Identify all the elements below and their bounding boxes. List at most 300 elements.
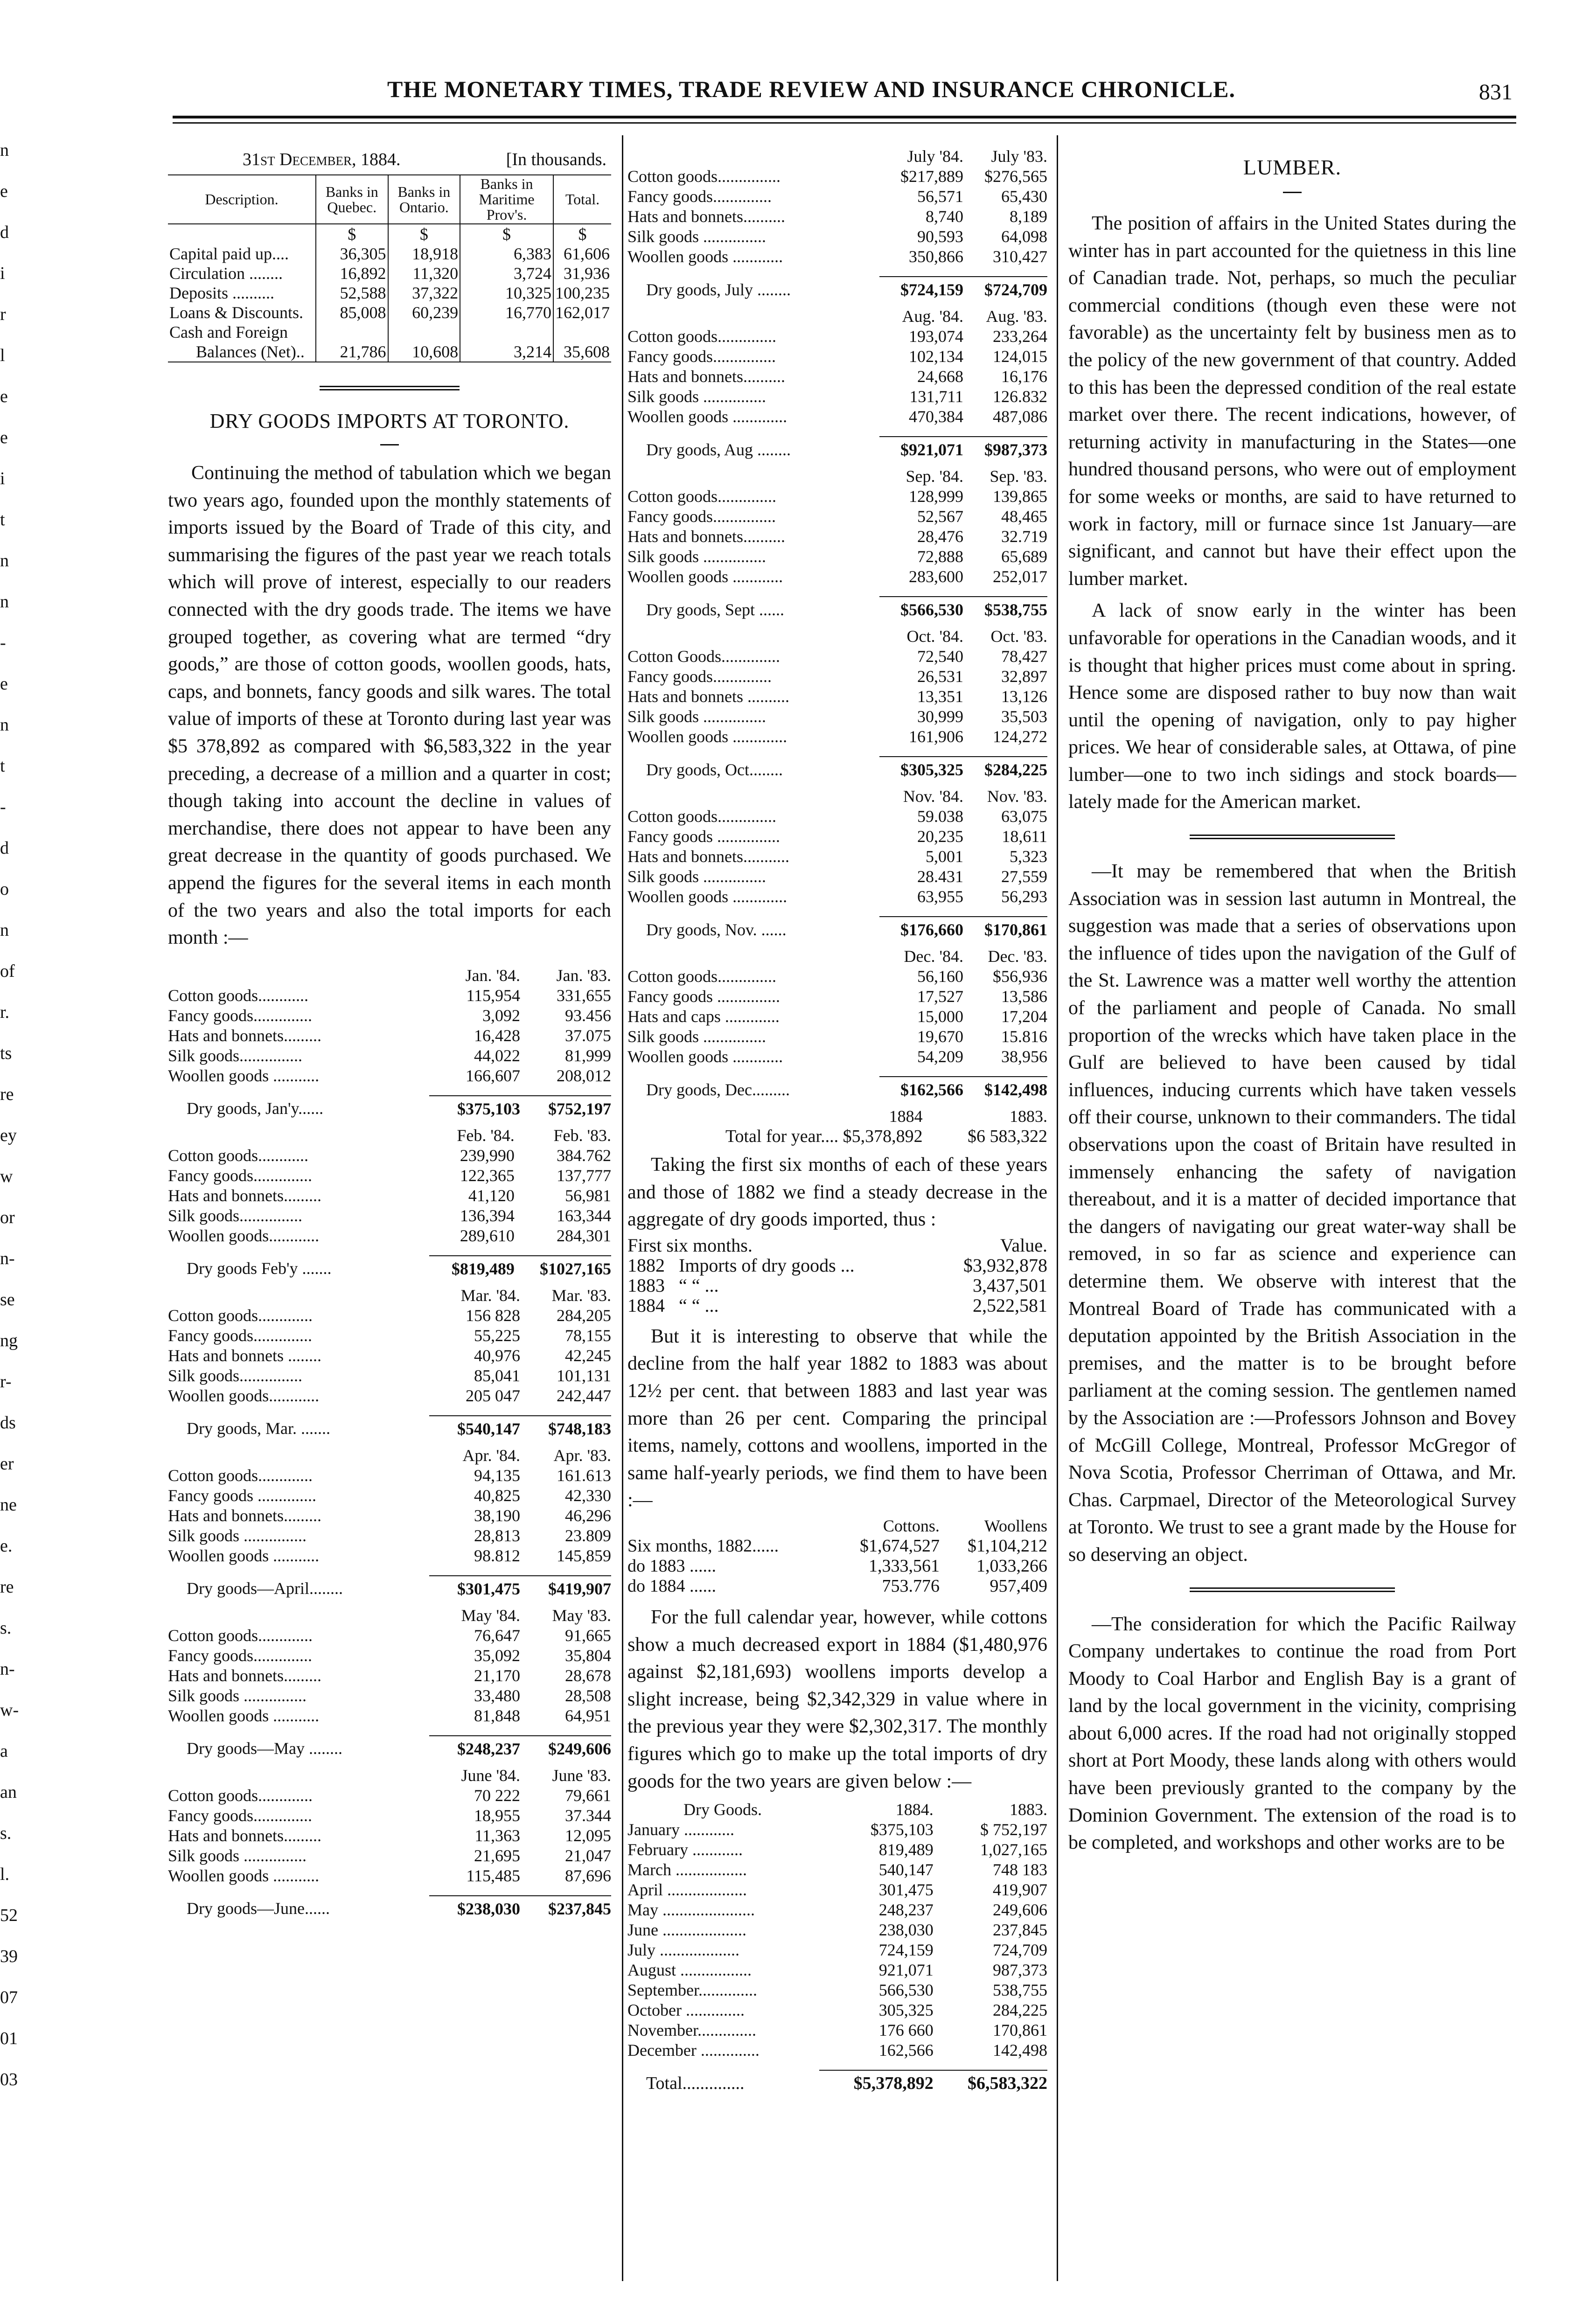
bank-row-label: Cash and Foreign [169, 323, 288, 341]
month-header-row [168, 1286, 611, 1306]
six-months-desc: “ “ ... [679, 1274, 719, 1296]
value-1884: 193,074 [909, 327, 963, 346]
value-1883: $56,936 [993, 967, 1047, 986]
month-total-row [627, 757, 1047, 780]
value-1883: 81,999 [565, 1046, 611, 1065]
margin-fragment: l. [0, 1865, 10, 1884]
value-1884: 350,866 [909, 247, 963, 266]
month-total-1883: $748,183 [520, 1416, 611, 1439]
value-1884: 56,160 [917, 967, 963, 986]
bank-value-cell: 162,017 [553, 303, 611, 322]
heading-dash [1283, 192, 1302, 193]
item-label: Cotton goods.............. [627, 487, 777, 506]
lumber-heading: LUMBER. [1243, 155, 1342, 179]
month-total-label: Dry goods, Oct........ [646, 760, 783, 779]
month-total-1884: $819,489 [429, 1256, 515, 1279]
calendar-year-paragraph: For the full calendar year, however, while cottons show a much decreased export in 1884 ($1,480,976 against $2,181,693) woollens imports develop a slight increase, being $2,342,329 in value where in the previous year they were $2,302,317. The monthly figures which go to make up the total imports of dry goods for the two years are given below :— [627, 1606, 1047, 1792]
summary-total-value: $5,378,892 [819, 2070, 933, 2094]
value-1883: 37.344 [565, 1806, 611, 1825]
month-item-row [627, 547, 1047, 567]
dry-goods-heading: DRY GOODS IMPORTS AT TORONTO. [209, 410, 570, 432]
value-1884: 81,848 [474, 1706, 520, 1725]
item-label: Fancy goods.............. [168, 1166, 312, 1185]
month-item-row [168, 1386, 611, 1406]
summary-header-1883: 1883. [1010, 1800, 1047, 1819]
item-label: Silk goods ............... [168, 1686, 307, 1705]
month-header-1884: May '84. [461, 1606, 520, 1625]
summary-value: 142,498 [993, 2041, 1047, 2060]
month-item-row [627, 1007, 1047, 1027]
month-total-label: Dry goods—May ........ [187, 1739, 342, 1758]
year-total-label: Total for year.... $5,378,892 [725, 1127, 923, 1146]
month-item-row [627, 707, 1047, 727]
item-label: Hats and bonnets......... [168, 1026, 321, 1045]
bank-value-cell [460, 322, 553, 342]
month-item-row [168, 1006, 611, 1026]
value-1884: 17,527 [917, 987, 963, 1006]
margin-fragment: e [0, 674, 8, 694]
cw-value: 1,333,561 [868, 1556, 940, 1576]
value-1883: 79,661 [565, 1786, 611, 1805]
value-1884: 28,476 [917, 527, 963, 546]
item-label: Hats and caps ............. [627, 1007, 780, 1026]
item-label: Cotton goods............. [168, 1626, 313, 1645]
month-header-row [627, 306, 1047, 327]
month-item-row [168, 1046, 611, 1066]
margin-fragment: i [0, 469, 5, 488]
value-1884: 19,670 [917, 1027, 963, 1046]
column-middle [627, 140, 1047, 2094]
item-label: Cotton goods............ [168, 1146, 309, 1165]
six-months-row [627, 1275, 1047, 1295]
margin-fragment: a [0, 1741, 8, 1761]
value-1884: 21,695 [474, 1846, 520, 1865]
month-total-1884: $724,159 [879, 277, 963, 300]
value-1883: 32,897 [1001, 667, 1047, 686]
margin-fragment: e [0, 181, 8, 201]
summary-month: May ...................... [627, 1900, 755, 1920]
month-header-row [168, 966, 611, 986]
bank-units-row [168, 224, 611, 244]
bank-value-cell [316, 322, 388, 342]
month-total-row [627, 917, 1047, 940]
item-label: Hats and bonnets........... [627, 847, 789, 866]
margin-fragment: 01 [0, 2029, 18, 2048]
month-header-1884: Apr. '84. [462, 1446, 520, 1465]
bank-unit-cell: $ [316, 224, 388, 244]
value-1883: 87,696 [565, 1866, 611, 1885]
summary-value: 819,489 [878, 1840, 934, 1859]
six-months-desc: “ “ ... [679, 1294, 719, 1316]
margin-fragment: i [0, 264, 5, 283]
summary-row [627, 2000, 1047, 2020]
month-item-row [627, 667, 1047, 687]
month-header-1883: Aug. '83. [986, 307, 1047, 326]
summary-value: 249,606 [993, 1900, 1047, 1920]
summary-month: November.............. [627, 2021, 756, 2040]
cottons-woollens-row [627, 1556, 1047, 1576]
month-header-1884: Mar. '84. [460, 1286, 520, 1305]
bank-value-cell: 60,239 [388, 303, 460, 322]
month-total-1884: $566,530 [879, 597, 963, 620]
year-total-header-1883: 1883. [1010, 1107, 1047, 1126]
cw-value: 1,033,266 [976, 1556, 1047, 1576]
month-item-row [627, 367, 1047, 387]
month-total-1883: $284,225 [963, 757, 1047, 780]
cottons-header: Cottons. [883, 1516, 940, 1535]
month-header-1883: Feb. '83. [553, 1126, 611, 1145]
summary-month: August ................. [627, 1961, 752, 1980]
value-1883: 42,245 [565, 1346, 611, 1365]
summary-month: June .................... [627, 1920, 746, 1940]
value-1884: 76,647 [474, 1626, 520, 1645]
month-total-row [168, 1256, 611, 1279]
bank-col-total: Total. [553, 175, 611, 224]
value-1883: 13,586 [1001, 987, 1047, 1006]
month-item-row [168, 1506, 611, 1526]
value-1883: 310,427 [993, 247, 1047, 266]
tides-article [1068, 858, 1516, 1568]
month-total-row [627, 277, 1047, 300]
month-header-1884: Oct. '84. [906, 627, 963, 646]
header-rule-thick [173, 116, 1516, 118]
value-1883: 93.456 [565, 1006, 611, 1025]
item-label: Cotton goods.............. [627, 807, 777, 826]
month-item-row [627, 827, 1047, 847]
bank-value-cell: 37,322 [388, 283, 460, 303]
value-1883: 384.762 [557, 1146, 611, 1165]
value-1884: 63,955 [917, 887, 963, 906]
value-1884: 3,092 [482, 1006, 520, 1025]
margin-fragment: t [0, 510, 5, 529]
item-label: Fancy goods............... [627, 507, 776, 526]
value-1884: 289,610 [460, 1226, 515, 1245]
margin-fragment: se [0, 1290, 15, 1309]
summary-month: January ............ [627, 1820, 734, 1839]
item-label: Hats and bonnets.......... [627, 367, 785, 386]
bank-unit-cell: $ [460, 224, 553, 244]
six-months-year: 1884 [627, 1294, 665, 1316]
item-label: Cotton goods............. [168, 1466, 313, 1485]
value-1884: 35,092 [474, 1646, 520, 1665]
six-months-value: $3,932,878 [963, 1254, 1047, 1276]
margin-fragment: d [0, 223, 9, 242]
margin-fragment: - [0, 797, 6, 817]
margin-fragment: ne [0, 1495, 17, 1515]
margin-fragment: or [0, 1208, 15, 1227]
value-1884: 28,813 [474, 1526, 520, 1545]
value-1884: 18,955 [474, 1806, 520, 1825]
bank-value-cell: 21,786 [316, 342, 388, 362]
value-1884: 30,999 [917, 707, 963, 726]
bank-table-date: 31st December, 1884. [243, 150, 401, 169]
bank-statement-table [168, 174, 611, 362]
value-1883: 331,655 [557, 986, 611, 1005]
bank-value-cell: 11,320 [388, 264, 460, 283]
value-1884: 52,567 [917, 507, 963, 526]
item-label: Cotton goods............. [168, 1786, 313, 1805]
margin-fragment: n- [0, 1659, 15, 1679]
year-total-1883: $6 583,322 [968, 1127, 1047, 1146]
item-label: Hats and bonnets......... [168, 1826, 321, 1845]
value-1883: 8,189 [1010, 207, 1047, 226]
value-1883: 137,777 [557, 1166, 611, 1185]
value-1883: 12,095 [565, 1826, 611, 1845]
month-header-row [627, 626, 1047, 647]
month-item-row [627, 987, 1047, 1007]
pacific-paragraph: —The consideration for which the Pacific Railway Company undertakes to continue the road from Port Moody to Coal Harbor and English Bay is a grant of land by the local government in the vicinity, comprising about 6,000 acres. If the road had not originally stopped short at Port Moody, these lands along with others would have been previously granted to the company by the Dominion Government. The extension of the road is to be completed, and workshops and other works are to be [1068, 1613, 1516, 1854]
margin-fragment: of [0, 961, 15, 981]
month-total-1883: $987,373 [963, 437, 1047, 460]
margin-fragment: ds [0, 1413, 16, 1433]
margin-fragment: re [0, 1577, 14, 1597]
month-item-row [168, 1066, 611, 1086]
item-label: Cotton goods............. [168, 1306, 313, 1325]
cw-value: 753.776 [882, 1576, 940, 1596]
item-label: Silk goods ............... [627, 707, 767, 726]
bank-row-label: Deposits .......... [169, 284, 274, 302]
value-1883: 56,981 [565, 1186, 611, 1205]
month-item-row [168, 1346, 611, 1366]
column-right [1068, 140, 1516, 1857]
value-1883: 139,865 [993, 487, 1047, 506]
value-1883: 91,665 [565, 1626, 611, 1645]
value-1883: 17,204 [1001, 1007, 1047, 1026]
month-header-1884: Sep. '84. [906, 467, 963, 486]
value-1884: 8,740 [926, 207, 963, 226]
bank-col-ontario: Banks in Ontario. [388, 175, 460, 224]
six-months-desc: Imports of dry goods ... [679, 1254, 855, 1276]
bank-value-cell: 35,608 [553, 342, 611, 362]
month-item-row [168, 1206, 611, 1226]
item-label: Silk goods ............... [168, 1526, 307, 1545]
value-1883: $276,565 [984, 167, 1047, 186]
value-1883: 64,951 [565, 1706, 611, 1725]
item-label: Fancy goods.............. [168, 1806, 312, 1825]
month-item-row [627, 527, 1047, 547]
bank-col-maritime: Banks in Maritime Prov's. [460, 175, 553, 224]
margin-fragment: er [0, 1454, 14, 1474]
month-header-1883: Oct. '83. [990, 627, 1047, 646]
six-months-year: 1883 [627, 1274, 665, 1296]
bank-row-label: Circulation ........ [169, 264, 283, 283]
month-table [168, 1286, 611, 1439]
month-total-label: Dry goods Feb'y ....... [187, 1259, 332, 1278]
item-label: Woollen goods ............. [627, 727, 788, 746]
month-item-row [168, 1226, 611, 1246]
month-total-row [627, 597, 1047, 620]
value-1884: 26,531 [917, 667, 963, 686]
value-1884: 54,209 [917, 1047, 963, 1066]
month-item-row [168, 1166, 611, 1186]
bank-value-cell: 10,608 [388, 342, 460, 362]
month-item-row [168, 1366, 611, 1386]
month-header-1883: May '83. [552, 1606, 611, 1625]
value-1884: 166,607 [466, 1066, 520, 1085]
bank-value-cell: 3,214 [460, 342, 553, 362]
month-header-1884: July '84. [907, 147, 963, 166]
item-label: Woollen goods............ [168, 1386, 320, 1405]
bank-table-header-row [168, 175, 611, 224]
margin-fragment: ey [0, 1126, 17, 1145]
item-label: Cotton goods.............. [627, 327, 777, 346]
item-label: Silk goods............... [168, 1046, 303, 1065]
value-1883: 284,301 [557, 1226, 611, 1245]
month-item-row [627, 347, 1047, 367]
lumber-paragraph-1: The position of affairs in the United States during the winter has in part accounted for the quietness in this line of Canadian trade. Not, perhaps, so much the peculiar commercial conditions (though even these were not favorable) as the uncertainty felt by business men as to the policy of the new government of that country. Added to this has been the depressed condition of the real estate market over there. The recent indications, however, of returning activity in manufacturing in the States—one hundred thousand persons, who were out of employment for some weeks or months, are said to have returned to work in factory, mill or furnace since 1st January—are significant, and cannot but have their effect upon the lumber market. [1068, 213, 1516, 590]
value-1883: 15.816 [1001, 1027, 1047, 1046]
year-total-header-1884: 1884 [889, 1107, 923, 1126]
value-1884: 13,351 [917, 687, 963, 706]
item-label: Woollen goods ............ [627, 567, 783, 586]
margin-fragment: w- [0, 1700, 19, 1720]
margin-fragment: e. [0, 1536, 13, 1556]
six-months-table [627, 1235, 1047, 1315]
monthly-tables-jan-jun [168, 966, 611, 1919]
month-item-row [168, 1786, 611, 1806]
month-header-row [627, 146, 1047, 167]
value-1884: 131,711 [909, 387, 963, 406]
value-1883: 145,859 [557, 1546, 611, 1565]
month-total-1883: $419,907 [520, 1576, 611, 1599]
value-1883: 64,098 [1001, 227, 1047, 246]
bank-value-cell: 16,770 [460, 303, 553, 322]
value-1883: 48,465 [1001, 507, 1047, 526]
value-1884: $217,889 [900, 167, 963, 186]
bank-col-quebec: Banks in Quebec. [316, 175, 388, 224]
month-item-row [168, 1546, 611, 1566]
item-label: Woollen goods ............. [627, 887, 788, 906]
six-months-value: 2,522,581 [973, 1294, 1047, 1316]
month-item-row [168, 1526, 611, 1546]
month-item-row [627, 807, 1047, 827]
value-1883: 16,176 [1001, 367, 1047, 386]
month-total-1884: $540,147 [429, 1416, 520, 1439]
margin-fragment: n [0, 715, 9, 735]
value-1883: 56,293 [1001, 887, 1047, 906]
month-total-1883: $538,755 [963, 597, 1047, 620]
value-1884: 28.431 [917, 867, 963, 886]
month-header-1884: Jan. '84. [465, 966, 520, 985]
year-total-table [627, 1106, 1047, 1147]
summary-value: 748 183 [993, 1860, 1047, 1879]
margin-fragment: an [0, 1782, 17, 1802]
month-table [168, 1446, 611, 1599]
item-label: Cotton goods............... [627, 167, 781, 186]
summary-value: 301,475 [878, 1880, 934, 1900]
margin-fragment: s. [0, 1823, 12, 1843]
month-header-1884: Dec. '84. [904, 947, 963, 966]
decline-paragraph: But it is interesting to observe that while the decline from the half year 1882 to 1883 was about 12½ per cent. that between 1883 and last year was more than 26 per cent. Comparing the principal items, namely, cottons and woollens, imported in the same half-yearly periods, we find them to have been :— [627, 1325, 1047, 1511]
summary-row [627, 1860, 1047, 1880]
month-item-row [168, 1806, 611, 1826]
summary-value: 237,845 [993, 1920, 1047, 1940]
month-table [627, 146, 1047, 300]
adjacent-page-margin-fragments [0, 140, 19, 2286]
margin-fragment: - [0, 633, 6, 653]
month-item-row [627, 487, 1047, 507]
month-table [627, 626, 1047, 780]
item-label: Silk goods ............... [168, 1846, 307, 1865]
value-1883: 63,075 [1001, 807, 1047, 826]
month-table [168, 966, 611, 1119]
value-1884: 11,363 [474, 1826, 520, 1845]
month-total-label: Dry goods, Dec......... [646, 1080, 790, 1099]
item-label: Silk goods ............... [627, 387, 767, 406]
summary-header-label: Dry Goods. [683, 1800, 762, 1819]
calendar-year-text [627, 1604, 1047, 1795]
value-1883: 38,956 [1001, 1047, 1047, 1066]
month-header-1883: July '83. [991, 147, 1047, 166]
margin-fragment: r- [0, 1372, 12, 1392]
month-total-row [627, 437, 1047, 460]
summary-value: 538,755 [993, 1981, 1047, 2000]
bank-value-cell [388, 322, 460, 342]
month-item-row [627, 687, 1047, 707]
item-label: Hats and bonnets......... [168, 1666, 321, 1685]
value-1883: 78,427 [1001, 647, 1047, 666]
value-1884: 136,394 [460, 1206, 515, 1225]
item-label: Silk goods............... [168, 1206, 303, 1225]
item-label: Woollen goods ............. [627, 407, 788, 426]
value-1883: 163,344 [557, 1206, 611, 1225]
heading-dash [380, 444, 399, 445]
value-1883: 28,508 [565, 1686, 611, 1705]
item-label: Silk goods ............... [627, 867, 767, 886]
summary-month: September.............. [627, 1981, 757, 2000]
value-1884: 16,428 [474, 1026, 520, 1045]
tides-paragraph: —It may be remembered that when the British Association was in session last autumn in Montreal, the suggestion was made that a series of observations upon the influence of tides upon the navigation of the Gulf of the St. Lawrence was a matter well worthy the attention of the parliament and people of Canada. No small proportion of the wrecks which have taken place in the Gulf are believed to have been caused by tidal influences, inducing currents which have taken vessels off their course, unknown to their commanders. The tidal observations upon the coast of Britain have resulted in immensely enhancing the safety of navigation thereabout, and it is a matter of decided importance that the dangers of navigating our great water-way shall be removed, in so far as science and experience can determine them. We observe with interest that the Montreal Board of Trade has communicated with a deputation appointed by the British Association in the premises, and the matter is to be brought before parliament at the coming session. The gentlemen named by the Association are :—Professors Johnson and Bovey of McGill College, Montreal, Professor McGregor of Nova Scotia, Professor Cherriman of Ottawa, and Mr. Chas. Carpmael, Director of the Meteorological Survey at Toronto. We trust to see a grant made by the House for so deserving an object. [1068, 861, 1516, 1566]
month-total-1883: $724,709 [963, 277, 1047, 300]
value-1883: 252,017 [993, 567, 1047, 586]
cw-label: do 1884 ...... [627, 1576, 716, 1596]
cottons-woollens-table [627, 1516, 1047, 1596]
item-label: Fancy goods ............... [627, 987, 780, 1006]
month-total-label: Dry goods—June...... [187, 1899, 330, 1918]
decline-text [627, 1323, 1047, 1514]
item-label: Cotton Goods.............. [627, 647, 781, 666]
value-1883: 65,430 [1001, 187, 1047, 206]
margin-fragment: n [0, 140, 9, 160]
pacific-article [1068, 1611, 1516, 1857]
value-1884: 115,954 [466, 986, 520, 1005]
margin-fragment: w [0, 1167, 13, 1186]
section-ornament-rule [1190, 1587, 1395, 1592]
value-1884: 90,593 [917, 227, 963, 246]
bank-value-cell: 31,936 [553, 264, 611, 283]
item-label: Cotton goods.............. [627, 967, 777, 986]
summary-month: April ................... [627, 1880, 747, 1900]
value-1884: 40,825 [474, 1486, 520, 1505]
page-number: 831 [1479, 80, 1512, 104]
bank-col-description: Description. [168, 175, 316, 224]
summary-row [627, 1840, 1047, 1860]
cw-value: $1,674,527 [859, 1536, 940, 1556]
month-header-1884: Aug. '84. [902, 307, 963, 326]
value-1884: 161,906 [909, 727, 963, 746]
value-1884: 56,571 [917, 187, 963, 206]
value-1883: 23.809 [565, 1526, 611, 1545]
summary-value: 724,159 [878, 1941, 934, 1960]
month-total-row [168, 1416, 611, 1439]
cw-value: 957,409 [990, 1576, 1047, 1596]
month-item-row [168, 1646, 611, 1666]
value-1884: 70 222 [474, 1786, 520, 1805]
month-total-label: Dry goods, Aug ........ [646, 440, 791, 459]
bank-row [168, 322, 611, 342]
item-label: Woollen goods ........... [168, 1546, 320, 1565]
item-label: Hats and bonnets......... [168, 1506, 321, 1525]
